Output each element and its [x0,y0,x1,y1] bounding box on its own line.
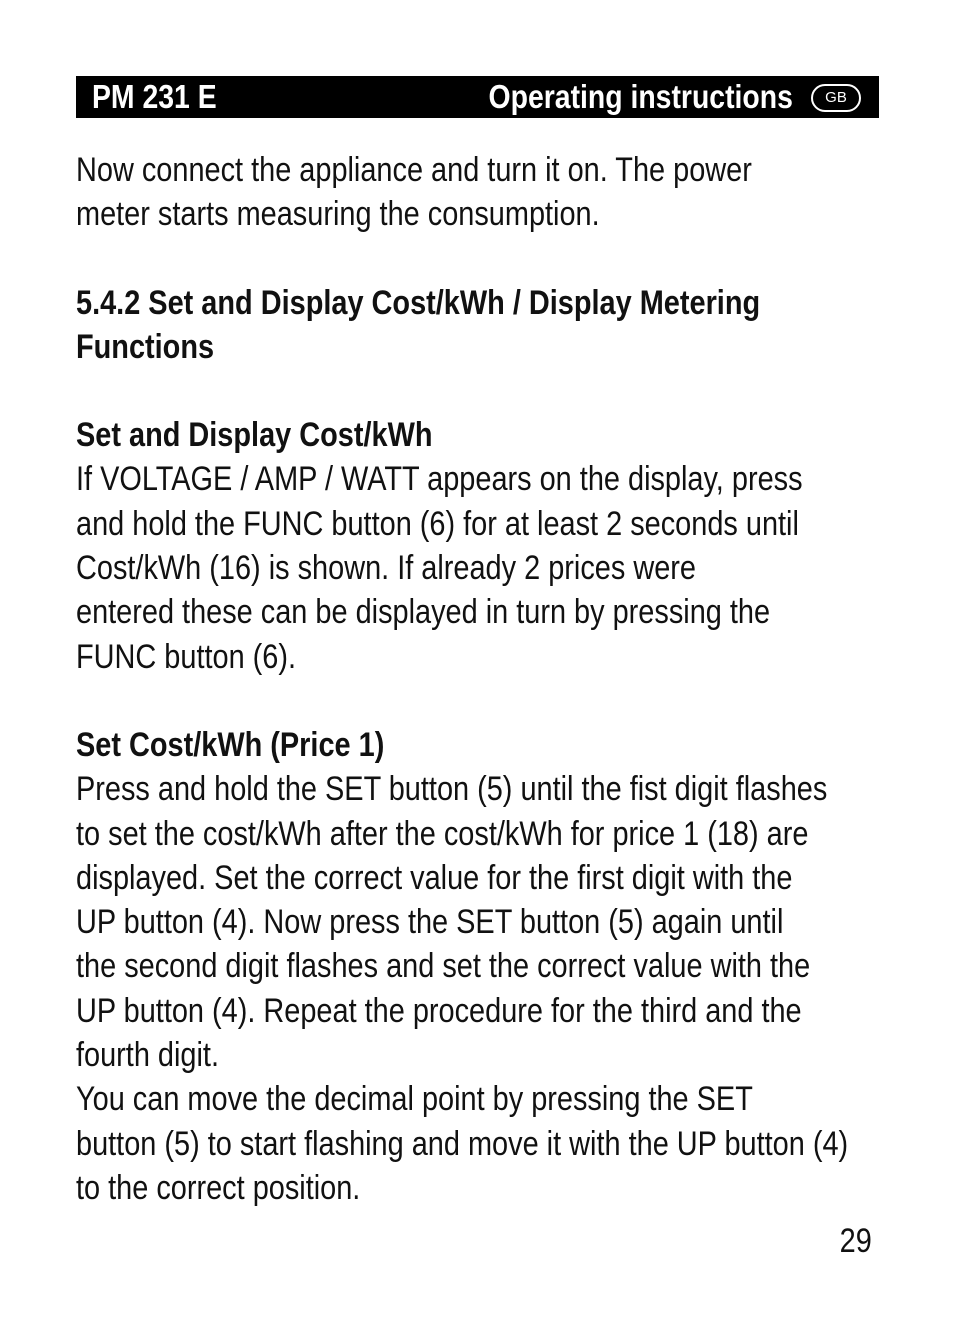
section-heading-line: 5.4.2 Set and Display Cost/kWh / Display Metering [76,283,761,322]
intro-line: Now connect the appliance and turn it on. The power [76,151,752,189]
intro-paragraph [76,148,898,237]
text-line: to set the cost/kWh after the cost/kWh for price 1 (18) are [76,814,809,853]
intro-line: meter starts measuring the consumption. [76,195,600,234]
decimal-point-paragraph [76,1077,898,1210]
subheading-set-display: Set and Display Cost/kWh [76,416,433,455]
text-line: displayed. Set the correct value for the first digit with the [76,858,793,897]
text-line: UP button (4). Now press the SET button (5) again until [76,903,784,942]
section-heading [76,281,898,370]
text-line: the second digit flashes and set the correct value with the [76,947,811,986]
header-title: Operating instructions [488,78,793,115]
text-line: Press and hold the SET button (5) until the fist digit flashes [76,770,828,809]
language-badge: GB [811,84,861,112]
text-line: If VOLTAGE / AMP / WATT appears on the display, press [76,460,803,499]
text-line: to the correct position. [76,1168,361,1207]
document-body [76,148,896,1210]
text-line: fourth digit. [76,1036,219,1075]
set-display-paragraph [76,457,898,678]
text-line: FUNC button (6). [76,637,297,676]
text-line: and hold the FUNC button (6) for at least 2 seconds until [76,504,799,543]
text-line: UP button (4). Repeat the procedure for the third and the [76,991,802,1030]
text-line: entered these can be displayed in turn by pressing the [76,593,771,632]
subheading-set-price-1: Set Cost/kWh (Price 1) [76,725,385,764]
page-number: 29 [839,1222,872,1260]
text-line: You can move the decimal point by pressing the SET [76,1080,753,1119]
text-line: Cost/kWh (16) is shown. If already 2 prices were [76,549,696,588]
page-header [76,76,879,118]
set-price-paragraph [76,767,898,1077]
section-heading-line: Functions [76,327,215,366]
text-line: button (5) to start flashing and move it with the UP button (4) [76,1124,849,1163]
product-model: PM 231 E [92,78,217,115]
